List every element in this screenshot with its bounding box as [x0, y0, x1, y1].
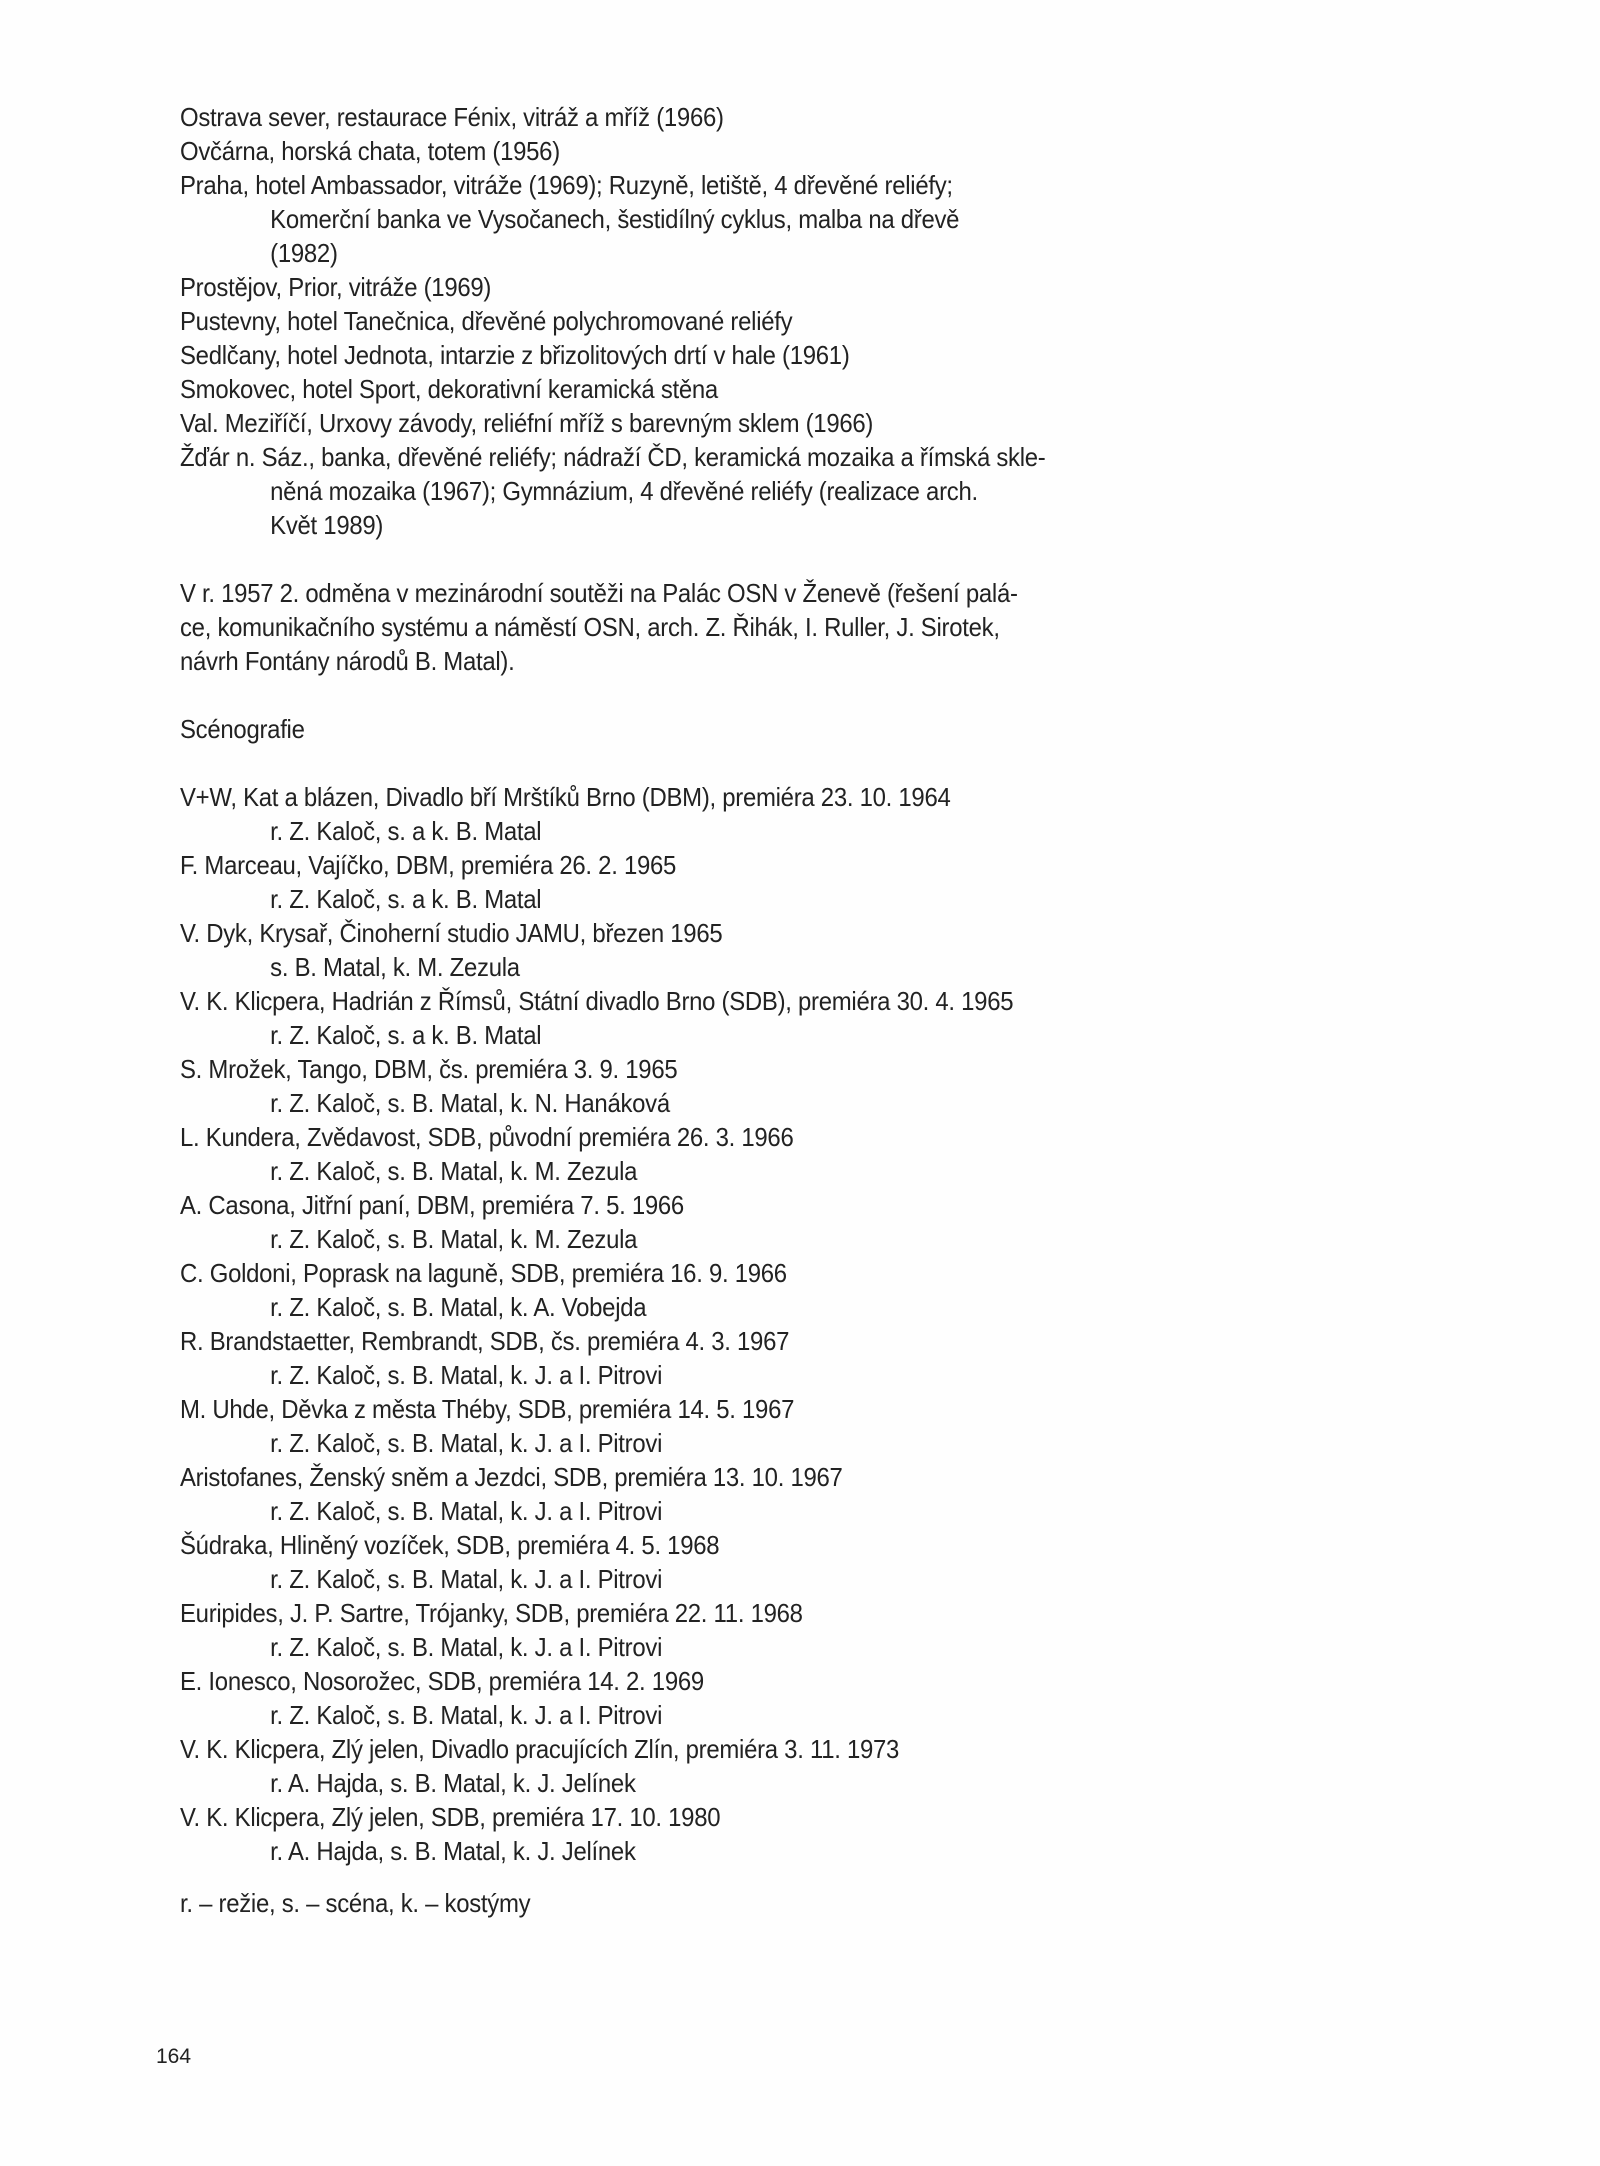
location-entry: Ovčárna, horská chata, totem (1956)	[180, 136, 560, 166]
award-line: V r. 1957 2. odměna v mezinárodní soutěži na Palác OSN v Ženevě (řešení palá-	[180, 578, 1018, 608]
abbreviations-legend: r. – režie, s. – scéna, k. – kostýmy	[180, 1888, 531, 1918]
production-title: V. K. Klicpera, Zlý jelen, Divadlo pracujících Zlín, premiéra 3. 11. 1973	[180, 1734, 900, 1764]
production-title: S. Mrožek, Tango, DBM, čs. premiéra 3. 9. 1965	[180, 1054, 678, 1084]
production-credits: r. Z. Kaloč, s. B. Matal, k. J. a I. Pitrovi	[270, 1428, 663, 1458]
production-credits: r. Z. Kaloč, s. B. Matal, k. M. Zezula	[270, 1224, 638, 1254]
production-title: L. Kundera, Zvědavost, SDB, původní premiéra 26. 3. 1966	[180, 1122, 794, 1152]
award-line: ce, komunikačního systému a náměstí OSN, arch. Z. Řihák, I. Ruller, J. Sirotek,	[180, 612, 1000, 642]
production-title: R. Brandstaetter, Rembrandt, SDB, čs. premiéra 4. 3. 1967	[180, 1326, 790, 1356]
location-entry-continuation: Květ 1989)	[270, 510, 384, 540]
production-credits: r. Z. Kaloč, s. B. Matal, k. J. a I. Pitrovi	[270, 1564, 663, 1594]
location-entry: Prostějov, Prior, vitráže (1969)	[180, 272, 492, 302]
production-title: A. Casona, Jitřní paní, DBM, premiéra 7. 5. 1966	[180, 1190, 684, 1220]
location-entry-continuation: něná mozaika (1967); Gymnázium, 4 dřevěné reliéfy (realizace arch.	[270, 476, 978, 506]
production-credits: r. Z. Kaloč, s. a k. B. Matal	[270, 1020, 542, 1050]
production-title: Šúdraka, Hliněný vozíček, SDB, premiéra 4. 5. 1968	[180, 1530, 720, 1560]
production-credits: r. Z. Kaloč, s. a k. B. Matal	[270, 884, 542, 914]
award-paragraph	[180, 576, 1070, 678]
production-title: E. Ionesco, Nosorožec, SDB, premiéra 14. 2. 1969	[180, 1666, 704, 1696]
production-title: C. Goldoni, Poprask na laguně, SDB, premiéra 16. 9. 1966	[180, 1258, 787, 1288]
production-credits: r. Z. Kaloč, s. B. Matal, k. J. a I. Pitrovi	[270, 1632, 663, 1662]
location-entry: Praha, hotel Ambassador, vitráže (1969); Ruzyně, letiště, 4 dřevěné reliéfy;	[180, 170, 953, 200]
production-credits: r. Z. Kaloč, s. B. Matal, k. J. a I. Pitrovi	[270, 1360, 663, 1390]
section-heading-scenography: Scénografie	[180, 714, 305, 744]
production-title: V. K. Klicpera, Zlý jelen, SDB, premiéra 17. 10. 1980	[180, 1802, 721, 1832]
production-title: F. Marceau, Vajíčko, DBM, premiéra 26. 2. 1965	[180, 850, 677, 880]
location-entry: Sedlčany, hotel Jednota, intarzie z břizolitových drtí v hale (1961)	[180, 340, 850, 370]
production-title: Euripides, J. P. Sartre, Trójanky, SDB, premiéra 22. 11. 1968	[180, 1598, 803, 1628]
production-title: Aristofanes, Ženský sněm a Jezdci, SDB, premiéra 13. 10. 1967	[180, 1462, 843, 1492]
production-credits: s. B. Matal, k. M. Zezula	[270, 952, 520, 982]
production-credits: r. Z. Kaloč, s. B. Matal, k. M. Zezula	[270, 1156, 638, 1186]
location-entry: Žďár n. Sáz., banka, dřevěné reliéfy; nádraží ČD, keramická mozaika a římská skle-	[180, 442, 1046, 472]
productions-list	[180, 780, 1070, 1868]
production-credits: r. Z. Kaloč, s. B. Matal, k. A. Vobejda	[270, 1292, 647, 1322]
locations-list	[180, 100, 1070, 542]
location-entry-continuation: Komerční banka ve Vysočanech, šestidílný cyklus, malba na dřevě	[270, 204, 960, 234]
production-credits: r. A. Hajda, s. B. Matal, k. J. Jelínek	[270, 1768, 636, 1798]
production-credits: r. Z. Kaloč, s. B. Matal, k. J. a I. Pitrovi	[270, 1496, 663, 1526]
production-credits: r. Z. Kaloč, s. a k. B. Matal	[270, 816, 542, 846]
page-content	[180, 100, 1070, 1920]
production-title: V. K. Klicpera, Hadrián z Římsů, Státní divadlo Brno (SDB), premiéra 30. 4. 1965	[180, 986, 1014, 1016]
production-credits: r. Z. Kaloč, s. B. Matal, k. N. Hanáková	[270, 1088, 670, 1118]
production-title: M. Uhde, Děvka z města Théby, SDB, premiéra 14. 5. 1967	[180, 1394, 795, 1424]
production-title: V+W, Kat a blázen, Divadlo bří Mrštíků Brno (DBM), premiéra 23. 10. 1964	[180, 782, 951, 812]
location-entry-continuation: (1982)	[270, 238, 338, 268]
location-entry: Ostrava sever, restaurace Fénix, vitráž a mříž (1966)	[180, 102, 724, 132]
award-line: návrh Fontány národů B. Matal).	[180, 646, 515, 676]
page-number: 164	[156, 2045, 192, 2068]
location-entry: Val. Meziříčí, Urxovy závody, reliéfní mříž s barevným sklem (1966)	[180, 408, 874, 438]
production-title: V. Dyk, Krysař, Činoherní studio JAMU, březen 1965	[180, 918, 723, 948]
production-credits: r. Z. Kaloč, s. B. Matal, k. J. a I. Pitrovi	[270, 1700, 663, 1730]
location-entry: Smokovec, hotel Sport, dekorativní keramická stěna	[180, 374, 718, 404]
location-entry: Pustevny, hotel Tanečnica, dřevěné polychromované reliéfy	[180, 306, 793, 336]
production-credits: r. A. Hajda, s. B. Matal, k. J. Jelínek	[270, 1836, 636, 1866]
